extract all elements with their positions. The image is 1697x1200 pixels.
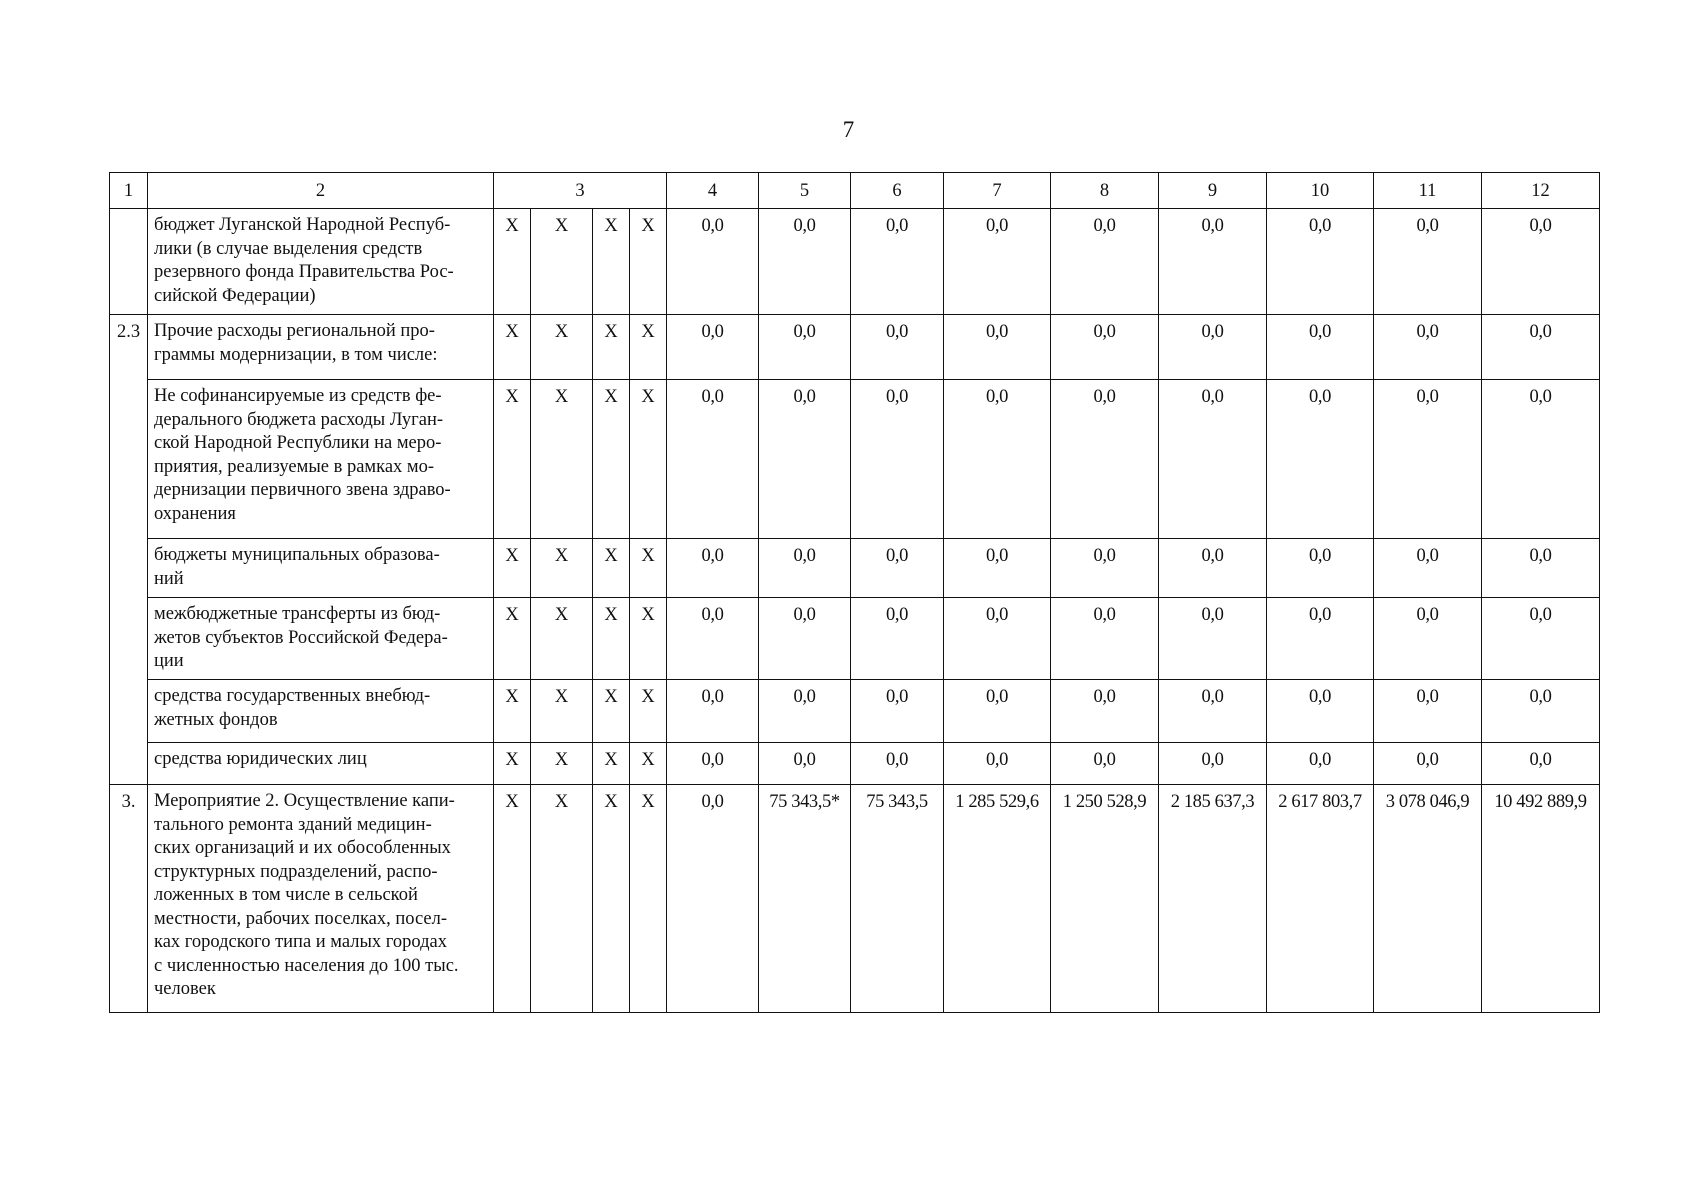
header-cell-6: 6 — [851, 173, 944, 209]
table-row — [110, 598, 1600, 680]
value-cell-col-4: 0,0 — [667, 380, 759, 539]
row-number-cell: 2.3 — [110, 315, 148, 785]
value-cell-col-11: 0,0 — [1374, 743, 1482, 785]
value-cell-col-4: 0,0 — [667, 785, 759, 1013]
value-cell-col-12: 0,0 — [1482, 743, 1600, 785]
description-line: дерального бюджета расходы Луган- — [154, 409, 444, 430]
value-cell-col-4: 0,0 — [667, 539, 759, 598]
value-cell-col-7: 0,0 — [944, 380, 1051, 539]
table-row — [110, 539, 1600, 598]
budget-table — [109, 172, 1600, 1013]
x-mark-cell: X — [531, 785, 593, 1013]
x-mark-cell: X — [593, 598, 630, 680]
value-cell-col-5: 0,0 — [759, 598, 851, 680]
header-cell-11: 11 — [1374, 173, 1482, 209]
x-mark-cell: X — [593, 539, 630, 598]
value-cell-col-6: 0,0 — [851, 539, 944, 598]
header-cell-7: 7 — [944, 173, 1051, 209]
header-cell-8: 8 — [1051, 173, 1159, 209]
description-line: жетных фондов — [154, 709, 278, 730]
value-cell-col-5: 0,0 — [759, 209, 851, 315]
row-description-cell — [148, 743, 494, 785]
description-line: средства государственных внебюд- — [154, 686, 431, 706]
value-cell-col-12: 0,0 — [1482, 209, 1600, 315]
header-cell-5: 5 — [759, 173, 851, 209]
value-cell-col-9: 0,0 — [1159, 598, 1267, 680]
x-mark-cell: X — [494, 209, 531, 315]
value-cell-col-10: 0,0 — [1267, 315, 1374, 380]
value-cell-col-12: 0,0 — [1482, 539, 1600, 598]
value-cell-col-8: 0,0 — [1051, 315, 1159, 380]
x-mark-cell: X — [531, 315, 593, 380]
value-cell-col-6: 75 343,5 — [851, 785, 944, 1013]
value-cell-col-7: 0,0 — [944, 539, 1051, 598]
value-cell-col-12: 0,0 — [1482, 598, 1600, 680]
row-number-cell: 3. — [110, 785, 148, 1013]
value-cell-col-8: 0,0 — [1051, 680, 1159, 743]
x-mark-cell: X — [494, 680, 531, 743]
value-cell-col-7: 0,0 — [944, 209, 1051, 315]
description-line: дернизации первичного звена здраво- — [154, 480, 451, 500]
value-cell-col-6: 0,0 — [851, 209, 944, 315]
description-line: сийской Федерации) — [154, 285, 316, 306]
value-cell-col-11: 0,0 — [1374, 598, 1482, 680]
value-cell-col-8: 0,0 — [1051, 539, 1159, 598]
value-cell-col-11: 0,0 — [1374, 539, 1482, 598]
value-cell-col-7: 0,0 — [944, 598, 1051, 680]
x-mark-cell: X — [593, 209, 630, 315]
header-cell-10: 10 — [1267, 173, 1374, 209]
description-line: структурных подразделений, распо- — [154, 861, 438, 882]
x-mark-cell: X — [531, 539, 593, 598]
value-cell-col-10: 0,0 — [1267, 539, 1374, 598]
value-cell-col-9: 0,0 — [1159, 380, 1267, 539]
value-cell-col-4: 0,0 — [667, 680, 759, 743]
x-mark-cell: X — [531, 743, 593, 785]
value-cell-col-5: 0,0 — [759, 380, 851, 539]
value-cell-col-5: 0,0 — [759, 539, 851, 598]
value-cell-col-12: 10 492 889,9 — [1482, 785, 1600, 1013]
table-row — [110, 315, 1600, 380]
value-cell-col-11: 3 078 046,9 — [1374, 785, 1482, 1013]
table-row — [110, 380, 1600, 539]
x-mark-cell: X — [531, 380, 593, 539]
value-cell-col-8: 0,0 — [1051, 743, 1159, 785]
description-line: ской Народной Республики на меро- — [154, 433, 442, 453]
value-cell-col-4: 0,0 — [667, 209, 759, 315]
x-mark-cell: X — [494, 539, 531, 598]
value-cell-col-6: 0,0 — [851, 315, 944, 380]
header-cell-2: 2 — [148, 173, 494, 209]
description-line: бюджеты муниципальных образова- — [154, 545, 440, 565]
description-line: человек — [154, 979, 216, 999]
description-line: ложенных в том числе в сельской — [154, 885, 418, 905]
value-cell-col-4: 0,0 — [667, 598, 759, 680]
table-row — [110, 743, 1600, 785]
description-line: жетов субъектов Российской Федера- — [154, 627, 448, 648]
x-mark-cell: X — [531, 680, 593, 743]
value-cell-col-9: 2 185 637,3 — [1159, 785, 1267, 1013]
value-cell-col-7: 0,0 — [944, 315, 1051, 380]
x-mark-cell: X — [630, 209, 667, 315]
description-line: приятия, реализуемые в рамках мо- — [154, 456, 435, 477]
description-line: ках городского типа и малых городах — [154, 932, 448, 952]
value-cell-col-9: 0,0 — [1159, 743, 1267, 785]
description-line: средства юридических лиц — [154, 749, 367, 769]
x-mark-cell: X — [593, 743, 630, 785]
description-line: лики (в случае выделения средств — [154, 238, 423, 259]
value-cell-col-11: 0,0 — [1374, 315, 1482, 380]
value-cell-col-4: 0,0 — [667, 743, 759, 785]
table-row — [110, 209, 1600, 315]
page-number: 7 — [842, 117, 855, 142]
x-mark-cell: X — [531, 209, 593, 315]
description-line: Прочие расходы региональной про- — [154, 321, 435, 341]
row-description-cell — [148, 539, 494, 598]
row-description-cell — [148, 785, 494, 1013]
description-line: межбюджетные трансферты из бюд- — [154, 604, 441, 624]
x-mark-cell: X — [630, 680, 667, 743]
value-cell-col-5: 75 343,5* — [759, 785, 851, 1013]
value-cell-col-11: 0,0 — [1374, 680, 1482, 743]
x-mark-cell: X — [494, 743, 531, 785]
description-line: с численностью населения до 100 тыс. — [154, 955, 459, 976]
table-row — [110, 680, 1600, 743]
x-mark-cell: X — [630, 743, 667, 785]
description-line: охранения — [154, 503, 236, 524]
x-mark-cell: X — [494, 785, 531, 1013]
x-mark-cell: X — [593, 380, 630, 539]
value-cell-col-10: 0,0 — [1267, 743, 1374, 785]
value-cell-col-7: 1 285 529,6 — [944, 785, 1051, 1013]
x-mark-cell: X — [494, 598, 531, 680]
value-cell-col-9: 0,0 — [1159, 315, 1267, 380]
value-cell-col-8: 1 250 528,9 — [1051, 785, 1159, 1013]
value-cell-col-6: 0,0 — [851, 743, 944, 785]
header-cell-1: 1 — [110, 173, 148, 209]
value-cell-col-9: 0,0 — [1159, 209, 1267, 315]
value-cell-col-12: 0,0 — [1482, 315, 1600, 380]
value-cell-col-6: 0,0 — [851, 380, 944, 539]
x-mark-cell: X — [630, 380, 667, 539]
row-description-cell — [148, 209, 494, 315]
header-cell-9: 9 — [1159, 173, 1267, 209]
value-cell-col-7: 0,0 — [944, 680, 1051, 743]
row-description-cell — [148, 680, 494, 743]
value-cell-col-11: 0,0 — [1374, 380, 1482, 539]
x-mark-cell: X — [494, 380, 531, 539]
description-line: граммы модернизации, в том числе: — [154, 344, 438, 365]
x-mark-cell: X — [630, 539, 667, 598]
value-cell-col-11: 0,0 — [1374, 209, 1482, 315]
value-cell-col-10: 0,0 — [1267, 209, 1374, 315]
value-cell-col-12: 0,0 — [1482, 680, 1600, 743]
value-cell-col-6: 0,0 — [851, 680, 944, 743]
description-line: ции — [154, 651, 184, 671]
x-mark-cell: X — [593, 680, 630, 743]
description-line: Мероприятие 2. Осуществление капи- — [154, 791, 455, 811]
value-cell-col-6: 0,0 — [851, 598, 944, 680]
x-mark-cell: X — [630, 315, 667, 380]
description-line: бюджет Луганской Народной Респуб- — [154, 215, 451, 235]
description-line: ний — [154, 568, 184, 589]
value-cell-col-10: 0,0 — [1267, 380, 1374, 539]
value-cell-col-10: 0,0 — [1267, 598, 1374, 680]
row-number-cell — [110, 209, 148, 315]
x-mark-cell: X — [593, 785, 630, 1013]
value-cell-col-8: 0,0 — [1051, 380, 1159, 539]
value-cell-col-9: 0,0 — [1159, 539, 1267, 598]
description-line: тального ремонта зданий медицин- — [154, 814, 432, 835]
value-cell-col-4: 0,0 — [667, 315, 759, 380]
value-cell-col-8: 0,0 — [1051, 598, 1159, 680]
description-line: Не софинансируемые из средств фе- — [154, 386, 442, 406]
description-line: ских организаций и их обособленных — [154, 838, 451, 858]
row-description-cell — [148, 315, 494, 380]
value-cell-col-10: 0,0 — [1267, 680, 1374, 743]
value-cell-col-7: 0,0 — [944, 743, 1051, 785]
header-cell-4: 4 — [667, 173, 759, 209]
row-description-cell — [148, 598, 494, 680]
value-cell-col-5: 0,0 — [759, 680, 851, 743]
value-cell-col-9: 0,0 — [1159, 680, 1267, 743]
value-cell-col-10: 2 617 803,7 — [1267, 785, 1374, 1013]
row-description-cell — [148, 380, 494, 539]
x-mark-cell: X — [494, 315, 531, 380]
description-line: резервного фонда Правительства Рос- — [154, 262, 454, 282]
value-cell-col-8: 0,0 — [1051, 209, 1159, 315]
value-cell-col-5: 0,0 — [759, 743, 851, 785]
x-mark-cell: X — [630, 785, 667, 1013]
table-row — [110, 785, 1600, 1013]
x-mark-cell: X — [531, 598, 593, 680]
header-cell-12: 12 — [1482, 173, 1600, 209]
description-line: местности, рабочих поселках, посел- — [154, 908, 448, 929]
header-row — [110, 173, 1600, 209]
header-cell-3: 3 — [494, 173, 667, 209]
x-mark-cell: X — [630, 598, 667, 680]
x-mark-cell: X — [593, 315, 630, 380]
value-cell-col-12: 0,0 — [1482, 380, 1600, 539]
value-cell-col-5: 0,0 — [759, 315, 851, 380]
